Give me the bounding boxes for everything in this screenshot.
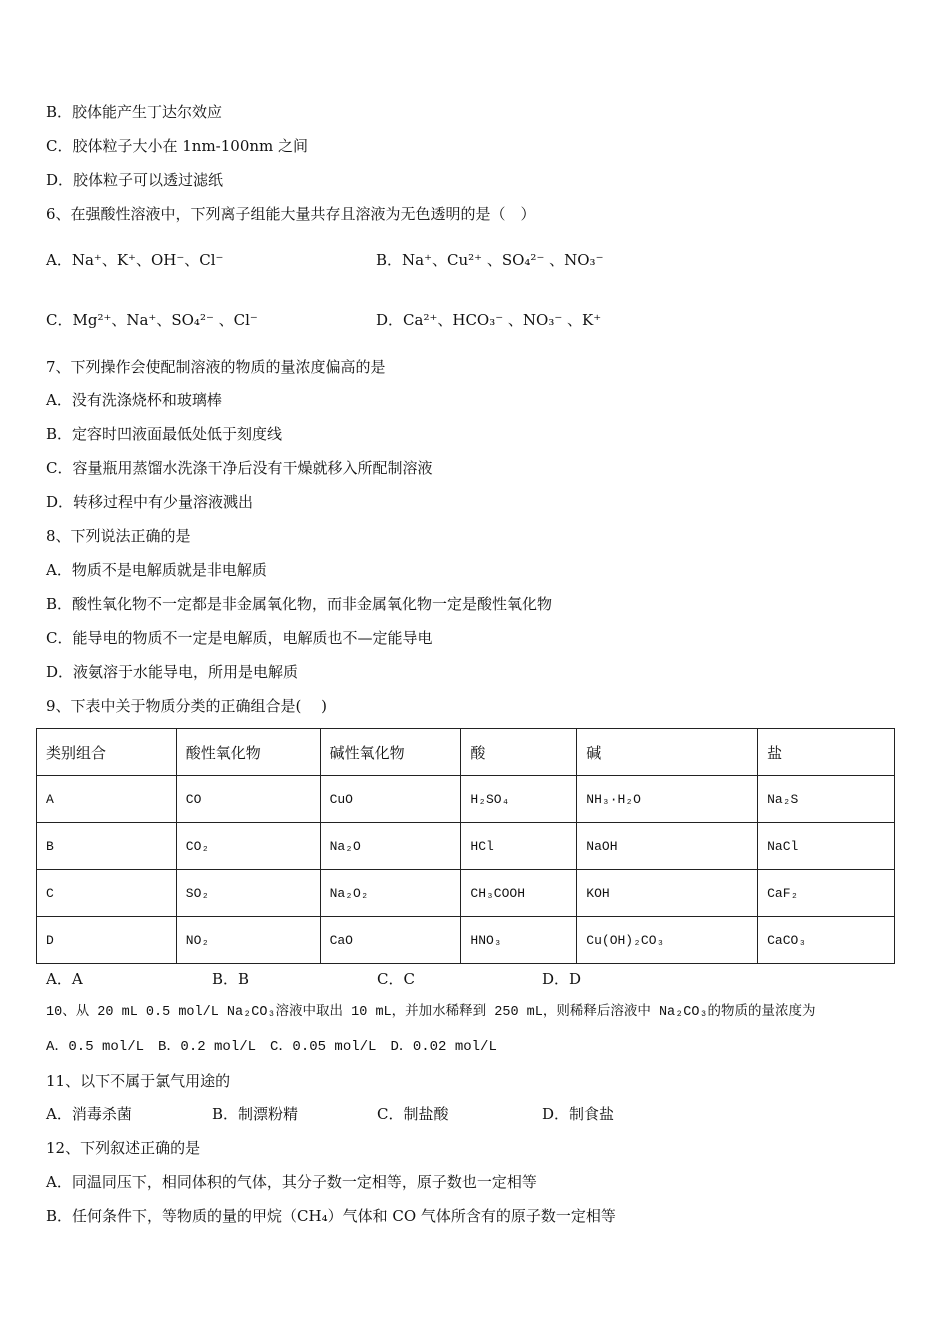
q7-option-d: D．转移过程中有少量溶液溅出: [46, 493, 254, 511]
table-cell: D: [37, 917, 177, 964]
table-cell: CaF₂: [758, 870, 895, 917]
table-cell: CaCO₃: [758, 917, 895, 964]
table-row: [37, 823, 895, 870]
q11-option-d: D．制食盐: [542, 1105, 615, 1123]
table-cell: HCl: [461, 823, 577, 870]
q9-stem: 9、下表中关于物质分类的正确组合是( ): [46, 697, 328, 715]
table-cell: CH₃COOH: [461, 870, 577, 917]
table-cell: C: [37, 870, 177, 917]
q7-stem: 7、下列操作会使配制溶液的物质的量浓度偏高的是: [46, 358, 386, 376]
q11-option-a: A．消毒杀菌: [46, 1105, 132, 1123]
table-header: 酸: [461, 729, 577, 776]
q6-stem: 6、在强酸性溶液中，下列离子组能大量共存且溶液为无色透明的是（ ）: [46, 205, 536, 223]
table-cell: NaCl: [758, 823, 895, 870]
table-cell: Cu(OH)₂CO₃: [577, 917, 758, 964]
q6-option-b: B．Na⁺、Cu²⁺ 、SO₄²⁻ 、NO₃⁻: [376, 251, 604, 269]
table-header: 碱性氧化物: [320, 729, 461, 776]
q5-option-b: B．胶体能产生丁达尔效应: [46, 103, 223, 121]
table-cell: CO: [176, 776, 320, 823]
table-cell: NH₃·H₂O: [577, 776, 758, 823]
table-cell: Na₂O: [320, 823, 461, 870]
q9-option-c: C．C: [377, 970, 415, 988]
q8-option-a: A．物质不是电解质就是非电解质: [46, 561, 267, 579]
q8-stem: 8、下列说法正确的是: [46, 527, 191, 545]
q11-stem: 11、以下不属于氯气用途的: [46, 1072, 231, 1090]
q10-options: A．0.5 mol/L B．0.2 mol/L C．0.05 mol/L D．0.02 mol/L: [46, 1039, 497, 1055]
q9-option-a: A．A: [46, 970, 83, 988]
q12-option-a: A．同温同压下，相同体积的气体，其分子数一定相等，原子数也一定相等: [46, 1173, 537, 1191]
q8-option-b: B．酸性氧化物不一定都是非金属氧化物，而非金属氧化物一定是酸性氧化物: [46, 595, 553, 613]
table-cell: CO₂: [176, 823, 320, 870]
table-cell: H₂SO₄: [461, 776, 577, 823]
q6-option-d: D．Ca²⁺、HCO₃⁻ 、NO₃⁻ 、K⁺: [376, 311, 602, 329]
table-header: 酸性氧化物: [176, 729, 320, 776]
table-header: 类别组合: [37, 729, 177, 776]
table-cell: Na₂S: [758, 776, 895, 823]
q9-option-d: D．D: [542, 970, 582, 988]
table-cell: SO₂: [176, 870, 320, 917]
q7-option-c: C．容量瓶用蒸馏水洗涤干净后没有干燥就移入所配制溶液: [46, 459, 433, 477]
table-cell: CaO: [320, 917, 461, 964]
table-cell: KOH: [577, 870, 758, 917]
q11-option-b: B．制漂粉精: [212, 1105, 299, 1123]
table-cell: A: [37, 776, 177, 823]
table-row: [37, 776, 895, 823]
q11-option-c: C．制盐酸: [377, 1105, 449, 1123]
table-cell: NaOH: [577, 823, 758, 870]
q8-option-d: D．液氨溶于水能导电，所用是电解质: [46, 663, 299, 681]
q12-option-b: B．任何条件下，等物质的量的甲烷（CH₄）气体和 CO 气体所含有的原子数一定相等: [46, 1207, 616, 1225]
table-header: 碱: [577, 729, 758, 776]
q5-option-d: D．胶体粒子可以透过滤纸: [46, 171, 224, 189]
q9-option-b: B．B: [212, 970, 250, 988]
q8-option-c: C．能导电的物质不一定是电解质，电解质也不—定能导电: [46, 629, 433, 647]
q7-option-b: B．定容时凹液面最低处低于刻度线: [46, 425, 283, 443]
q6-option-a: A．Na⁺、K⁺、OH⁻、Cl⁻: [46, 251, 224, 269]
table-cell: CuO: [320, 776, 461, 823]
table-header: 盐: [758, 729, 895, 776]
table-row: [37, 870, 895, 917]
table-row: [37, 917, 895, 964]
table-cell: NO₂: [176, 917, 320, 964]
q5-option-c: C．胶体粒子大小在 1nm-100nm 之间: [46, 137, 309, 155]
table-cell: B: [37, 823, 177, 870]
table-header-row: [37, 729, 895, 776]
q10-stem: 10、从 20 mL 0.5 mol/L Na₂CO₃溶液中取出 10 mL，并加水稀释到 250 mL，则稀释后溶液中 Na₂CO₃的物质的量浓度为: [46, 1005, 816, 1020]
table-cell: Na₂O₂: [320, 870, 461, 917]
table-cell: HNO₃: [461, 917, 577, 964]
q7-option-a: A．没有洗涤烧杯和玻璃棒: [46, 391, 222, 409]
q6-option-c: C．Mg²⁺、Na⁺、SO₄²⁻ 、Cl⁻: [46, 311, 258, 329]
q12-stem: 12、下列叙述正确的是: [46, 1139, 201, 1157]
classification-table: [36, 728, 895, 964]
